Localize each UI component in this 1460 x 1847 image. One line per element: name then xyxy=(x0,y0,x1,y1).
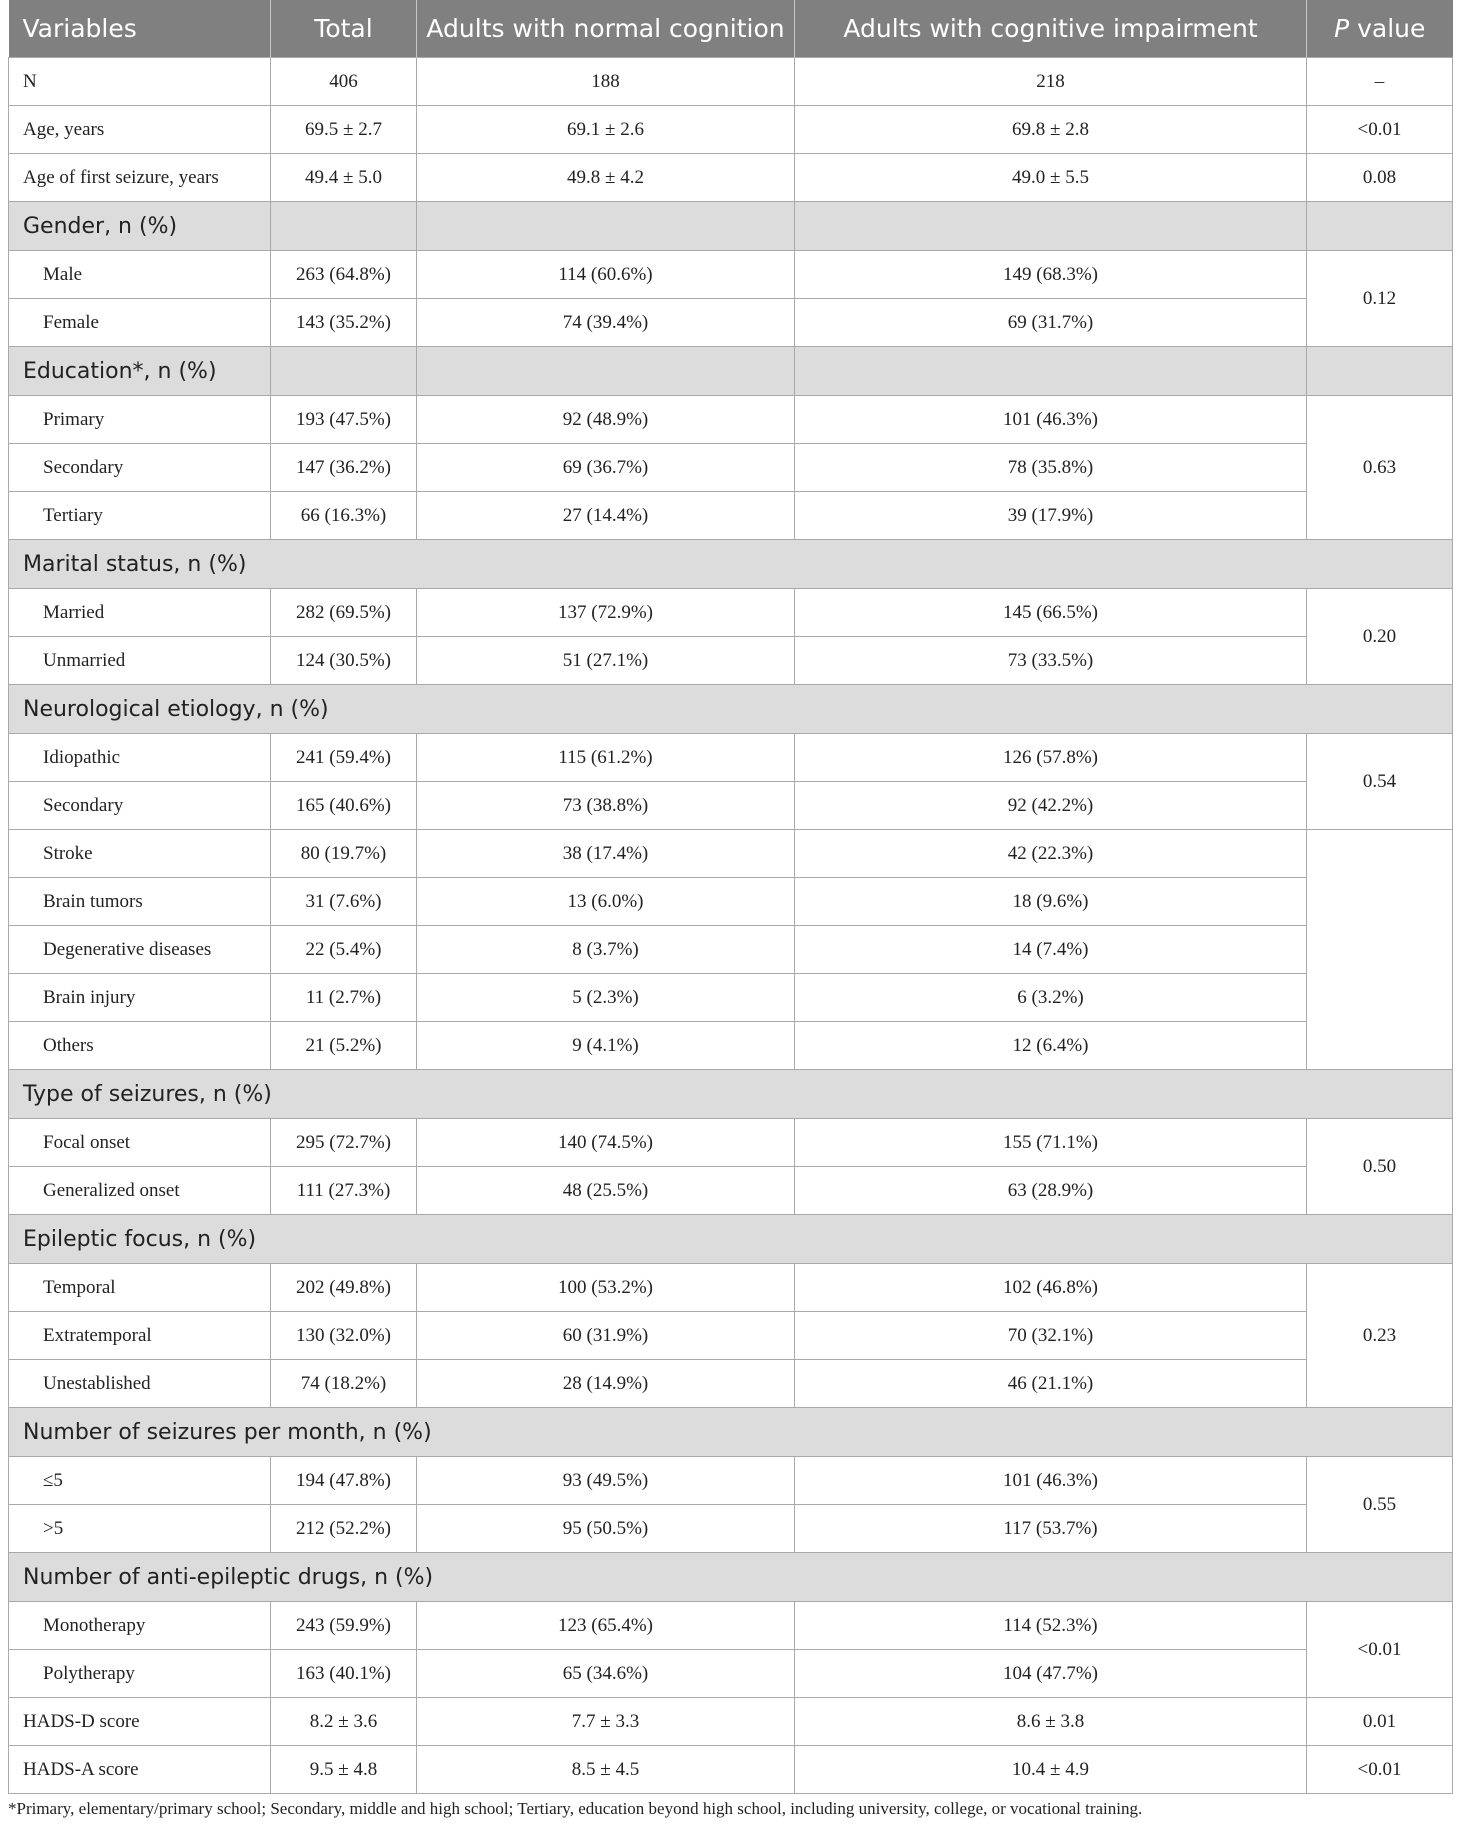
cell-p-value: 0.55 xyxy=(1307,1457,1453,1553)
table-row xyxy=(9,1022,1453,1070)
cell-normal: 100 (53.2%) xyxy=(417,1264,795,1312)
cell-impaired: 8.6 ± 3.8 xyxy=(795,1698,1307,1746)
cell-normal: 188 xyxy=(417,58,795,106)
section-title: Epileptic focus, n (%) xyxy=(9,1215,1453,1264)
row-label: Extratemporal xyxy=(9,1312,271,1360)
table-row xyxy=(9,1360,1453,1408)
cell-normal: 95 (50.5%) xyxy=(417,1505,795,1553)
cell-impaired: 63 (28.9%) xyxy=(795,1167,1307,1215)
cell-impaired: 70 (32.1%) xyxy=(795,1312,1307,1360)
cell-normal: 92 (48.9%) xyxy=(417,396,795,444)
cell-p-value: – xyxy=(1307,58,1453,106)
cell-normal: 51 (27.1%) xyxy=(417,637,795,685)
cell-normal: 140 (74.5%) xyxy=(417,1119,795,1167)
cell-normal: 69 (36.7%) xyxy=(417,444,795,492)
header-variables: Variables xyxy=(9,0,271,58)
cell-p-value: <0.01 xyxy=(1307,1602,1453,1698)
cell-total: 147 (36.2%) xyxy=(271,444,417,492)
cell-total: 202 (49.8%) xyxy=(271,1264,417,1312)
cell-total: 66 (16.3%) xyxy=(271,492,417,540)
cell-impaired: 14 (7.4%) xyxy=(795,926,1307,974)
row-label: Idiopathic xyxy=(9,734,271,782)
row-label: Brain tumors xyxy=(9,878,271,926)
cell-impaired: 39 (17.9%) xyxy=(795,492,1307,540)
table-row xyxy=(9,106,1453,154)
cell-normal: 13 (6.0%) xyxy=(417,878,795,926)
cell-normal: 38 (17.4%) xyxy=(417,830,795,878)
table-row xyxy=(9,1119,1453,1167)
section-title: Type of seizures, n (%) xyxy=(9,1070,1453,1119)
row-label: Others xyxy=(9,1022,271,1070)
cell-total: 193 (47.5%) xyxy=(271,396,417,444)
cell-impaired: 46 (21.1%) xyxy=(795,1360,1307,1408)
table-row xyxy=(9,926,1453,974)
row-label: Temporal xyxy=(9,1264,271,1312)
cell-impaired: 101 (46.3%) xyxy=(795,396,1307,444)
cell-normal: 49.8 ± 4.2 xyxy=(417,154,795,202)
cell-total: 124 (30.5%) xyxy=(271,637,417,685)
cell-normal: 65 (34.6%) xyxy=(417,1650,795,1698)
cell-impaired: 69 (31.7%) xyxy=(795,299,1307,347)
cell-normal: 7.7 ± 3.3 xyxy=(417,1698,795,1746)
table-row xyxy=(9,734,1453,782)
cell-total: 406 xyxy=(271,58,417,106)
cell-p-value: 0.01 xyxy=(1307,1698,1453,1746)
row-label: Primary xyxy=(9,396,271,444)
table-container xyxy=(8,0,1452,1819)
cell-impaired: 78 (35.8%) xyxy=(795,444,1307,492)
section-header-education xyxy=(9,347,1453,396)
cell-total: 295 (72.7%) xyxy=(271,1119,417,1167)
table-row xyxy=(9,396,1453,444)
cell-impaired: 49.0 ± 5.5 xyxy=(795,154,1307,202)
cell-impaired: 73 (33.5%) xyxy=(795,637,1307,685)
cell-normal: 9 (4.1%) xyxy=(417,1022,795,1070)
cell-p-value: 0.20 xyxy=(1307,589,1453,685)
row-label: Brain injury xyxy=(9,974,271,1022)
cell-total: 212 (52.2%) xyxy=(271,1505,417,1553)
row-label: ≤5 xyxy=(9,1457,271,1505)
cell-normal: 93 (49.5%) xyxy=(417,1457,795,1505)
cell-total: 194 (47.8%) xyxy=(271,1457,417,1505)
section-header-marital-status xyxy=(9,540,1453,589)
table-footnote: *Primary, elementary/primary school; Secondary, middle and high school; Tertiary, education beyond high school, including university, college, or vocational training. xyxy=(8,1799,1143,1818)
cell-impaired: 102 (46.8%) xyxy=(795,1264,1307,1312)
cell-p-value-empty xyxy=(1307,830,1453,1070)
cell-impaired: 10.4 ± 4.9 xyxy=(795,1746,1307,1794)
row-label: Secondary xyxy=(9,444,271,492)
table-row xyxy=(9,1505,1453,1553)
table-row xyxy=(9,878,1453,926)
row-label: HADS-A score xyxy=(9,1746,271,1794)
header-p-value xyxy=(1307,0,1453,58)
cell-impaired: 126 (57.8%) xyxy=(795,734,1307,782)
cell-total: 111 (27.3%) xyxy=(271,1167,417,1215)
row-label: Unmarried xyxy=(9,637,271,685)
cell-normal: 73 (38.8%) xyxy=(417,782,795,830)
cell-impaired: 69.8 ± 2.8 xyxy=(795,106,1307,154)
table-row xyxy=(9,1312,1453,1360)
cell-normal: 60 (31.9%) xyxy=(417,1312,795,1360)
row-label: Monotherapy xyxy=(9,1602,271,1650)
cell-p-value: 0.63 xyxy=(1307,396,1453,540)
section-title: Number of seizures per month, n (%) xyxy=(9,1408,1453,1457)
cell-total: 130 (32.0%) xyxy=(271,1312,417,1360)
cell-total: 31 (7.6%) xyxy=(271,878,417,926)
cell-impaired: 114 (52.3%) xyxy=(795,1602,1307,1650)
cell-p-value: <0.01 xyxy=(1307,1746,1453,1794)
cell-normal: 8.5 ± 4.5 xyxy=(417,1746,795,1794)
header-p-italic: P xyxy=(1334,14,1350,43)
cell-normal: 69.1 ± 2.6 xyxy=(417,106,795,154)
row-label: Focal onset xyxy=(9,1119,271,1167)
cell-impaired: 149 (68.3%) xyxy=(795,251,1307,299)
row-label: Age of first seizure, years xyxy=(9,154,271,202)
table-row xyxy=(9,1167,1453,1215)
table-row xyxy=(9,1602,1453,1650)
header-total: Total xyxy=(271,0,417,58)
cell-total: 69.5 ± 2.7 xyxy=(271,106,417,154)
section-title: Gender, n (%) xyxy=(9,202,271,251)
cell-impaired: 6 (3.2%) xyxy=(795,974,1307,1022)
characteristics-table xyxy=(8,0,1453,1794)
section-title: Neurological etiology, n (%) xyxy=(9,685,1453,734)
cell-total: 165 (40.6%) xyxy=(271,782,417,830)
cell-total: 9.5 ± 4.8 xyxy=(271,1746,417,1794)
cell-total: 143 (35.2%) xyxy=(271,299,417,347)
cell-normal: 115 (61.2%) xyxy=(417,734,795,782)
cell-impaired: 101 (46.3%) xyxy=(795,1457,1307,1505)
cell-normal: 74 (39.4%) xyxy=(417,299,795,347)
cell-p-value: 0.54 xyxy=(1307,734,1453,830)
cell-total: 263 (64.8%) xyxy=(271,251,417,299)
section-header-gender xyxy=(9,202,1453,251)
row-label: Generalized onset xyxy=(9,1167,271,1215)
cell-total: 21 (5.2%) xyxy=(271,1022,417,1070)
cell-total: 241 (59.4%) xyxy=(271,734,417,782)
cell-total: 49.4 ± 5.0 xyxy=(271,154,417,202)
header-cognitive-impairment: Adults with cognitive impairment xyxy=(795,0,1307,58)
row-label: Age, years xyxy=(9,106,271,154)
row-label: Male xyxy=(9,251,271,299)
section-header-epileptic-focus xyxy=(9,1215,1453,1264)
header-normal-cognition: Adults with normal cognition xyxy=(417,0,795,58)
cell-p-value: 0.12 xyxy=(1307,251,1453,347)
cell-total: 22 (5.4%) xyxy=(271,926,417,974)
cell-impaired: 117 (53.7%) xyxy=(795,1505,1307,1553)
row-label: Polytherapy xyxy=(9,1650,271,1698)
cell-impaired: 218 xyxy=(795,58,1307,106)
row-label: Secondary xyxy=(9,782,271,830)
cell-normal: 114 (60.6%) xyxy=(417,251,795,299)
cell-total: 8.2 ± 3.6 xyxy=(271,1698,417,1746)
section-header-etiology xyxy=(9,685,1453,734)
cell-total: 80 (19.7%) xyxy=(271,830,417,878)
cell-impaired: 155 (71.1%) xyxy=(795,1119,1307,1167)
cell-p-value: <0.01 xyxy=(1307,106,1453,154)
table-row xyxy=(9,1746,1453,1794)
table-row xyxy=(9,492,1453,540)
table-row xyxy=(9,1264,1453,1312)
cell-impaired: 104 (47.7%) xyxy=(795,1650,1307,1698)
cell-total: 163 (40.1%) xyxy=(271,1650,417,1698)
row-label: HADS-D score xyxy=(9,1698,271,1746)
cell-total: 282 (69.5%) xyxy=(271,589,417,637)
section-header-seizures-per-month xyxy=(9,1408,1453,1457)
section-title: Education*, n (%) xyxy=(9,347,271,396)
table-row xyxy=(9,58,1453,106)
row-label: Degenerative diseases xyxy=(9,926,271,974)
table-row xyxy=(9,782,1453,830)
header-p-rest: value xyxy=(1349,14,1426,43)
table-row xyxy=(9,251,1453,299)
table-row xyxy=(9,1698,1453,1746)
cell-total: 243 (59.9%) xyxy=(271,1602,417,1650)
cell-normal: 28 (14.9%) xyxy=(417,1360,795,1408)
cell-impaired: 92 (42.2%) xyxy=(795,782,1307,830)
table-row xyxy=(9,444,1453,492)
table-row xyxy=(9,830,1453,878)
cell-impaired: 145 (66.5%) xyxy=(795,589,1307,637)
cell-p-value: 0.23 xyxy=(1307,1264,1453,1408)
cell-impaired: 18 (9.6%) xyxy=(795,878,1307,926)
cell-total: 74 (18.2%) xyxy=(271,1360,417,1408)
section-title: Marital status, n (%) xyxy=(9,540,1453,589)
table-row xyxy=(9,299,1453,347)
table-row xyxy=(9,637,1453,685)
row-label: Married xyxy=(9,589,271,637)
section-header-anti-epileptic-drugs xyxy=(9,1553,1453,1602)
table-row xyxy=(9,589,1453,637)
cell-normal: 48 (25.5%) xyxy=(417,1167,795,1215)
table-row xyxy=(9,154,1453,202)
table-row xyxy=(9,974,1453,1022)
cell-normal: 8 (3.7%) xyxy=(417,926,795,974)
table-header-row xyxy=(9,0,1453,58)
row-label: Unestablished xyxy=(9,1360,271,1408)
cell-impaired: 12 (6.4%) xyxy=(795,1022,1307,1070)
section-title: Number of anti-epileptic drugs, n (%) xyxy=(9,1553,1453,1602)
section-header-seizure-type xyxy=(9,1070,1453,1119)
cell-total: 11 (2.7%) xyxy=(271,974,417,1022)
row-label: Tertiary xyxy=(9,492,271,540)
cell-p-value: 0.50 xyxy=(1307,1119,1453,1215)
row-label: Female xyxy=(9,299,271,347)
cell-impaired: 42 (22.3%) xyxy=(795,830,1307,878)
cell-normal: 5 (2.3%) xyxy=(417,974,795,1022)
table-row xyxy=(9,1650,1453,1698)
cell-normal: 123 (65.4%) xyxy=(417,1602,795,1650)
cell-normal: 27 (14.4%) xyxy=(417,492,795,540)
row-label: N xyxy=(9,58,271,106)
cell-normal: 137 (72.9%) xyxy=(417,589,795,637)
table-row xyxy=(9,1457,1453,1505)
cell-p-value: 0.08 xyxy=(1307,154,1453,202)
row-label: Stroke xyxy=(9,830,271,878)
row-label: >5 xyxy=(9,1505,271,1553)
